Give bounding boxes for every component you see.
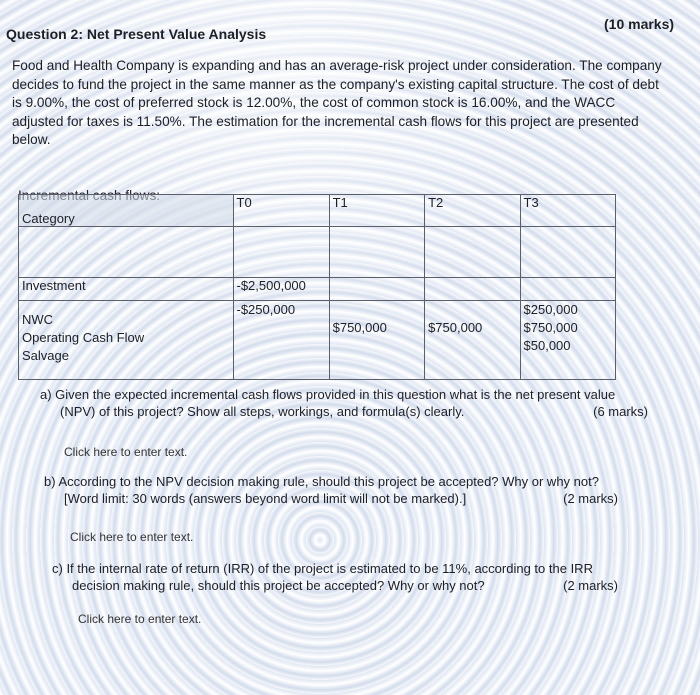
investment-label: Investment — [19, 278, 234, 301]
header-category: Category — [19, 195, 234, 227]
intro-paragraph: Food and Health Company is expanding and has an average-risk project under consideration. The company decides to fund the project in the same manner as the company's existing capital structure. The cost of debt is 9.00%, the cost of preferred stock is 12.00%, the cost of common stock is 16.00%, and the WACC adjusted for taxes is 11.50%. The estimation for the incremental cash flows for this project are presented below. — [12, 58, 662, 148]
nwc-label: NWC — [22, 312, 54, 327]
table-row-investment — [19, 278, 616, 301]
header-t3: T3 — [520, 195, 615, 227]
ocf-t2: $750,000 — [428, 320, 483, 335]
question-c-line1: c) If the internal rate of return (IRR) of the project is estimated to be 11%, according to the IRR — [52, 561, 593, 576]
total-marks: (10 marks) — [604, 16, 675, 32]
salvage-label: Salvage — [22, 348, 69, 363]
nwc-t3: $250,000 — [523, 302, 578, 317]
ocf-t3: $750,000 — [523, 320, 578, 335]
answer-b-field[interactable]: Click here to enter text. — [70, 530, 194, 544]
question-a-line1: a) Given the expected incremental cash flows provided in this question what is the net present value — [40, 387, 616, 402]
salvage-t3: $50,000 — [523, 338, 571, 353]
table-row-cashflows — [19, 301, 616, 380]
header-t1: T1 — [329, 195, 424, 227]
header-t2: T2 — [425, 195, 520, 227]
question-a-marks: (6 marks) — [593, 404, 648, 419]
question-a-line2: (NPV) of this project? Show all steps, workings, and formula(s) clearly. — [60, 404, 465, 419]
question-a — [40, 386, 648, 420]
header-t0: T0 — [233, 195, 329, 227]
answer-a-field[interactable]: Click here to enter text. — [64, 445, 188, 459]
question-b-line2: [Word limit: 30 words (answers beyond word limit will not be marked).] — [64, 491, 467, 506]
question-c-marks: (2 marks) — [563, 578, 618, 593]
cash-flow-table — [18, 194, 616, 380]
investment-t0: -$2,500,000 — [233, 278, 329, 301]
question-b-marks: (2 marks) — [563, 491, 618, 506]
question-c — [52, 560, 642, 594]
ocf-label: Operating Cash Flow — [22, 330, 145, 345]
answer-c-field[interactable]: Click here to enter text. — [78, 612, 202, 626]
nwc-t0: -$250,000 — [236, 302, 296, 317]
ocf-t1: $750,000 — [332, 320, 387, 335]
question-b-line1: b) According to the NPV decision making rule, should this project be accepted? Why or why not? — [44, 474, 599, 489]
question-title: Question 2: Net Present Value Analysis — [6, 26, 267, 42]
question-c-line2: decision making rule, should this project be accepted? Why or why not? — [72, 578, 485, 593]
table-header-row — [19, 195, 616, 227]
table-row — [19, 227, 616, 278]
question-b — [44, 473, 644, 507]
